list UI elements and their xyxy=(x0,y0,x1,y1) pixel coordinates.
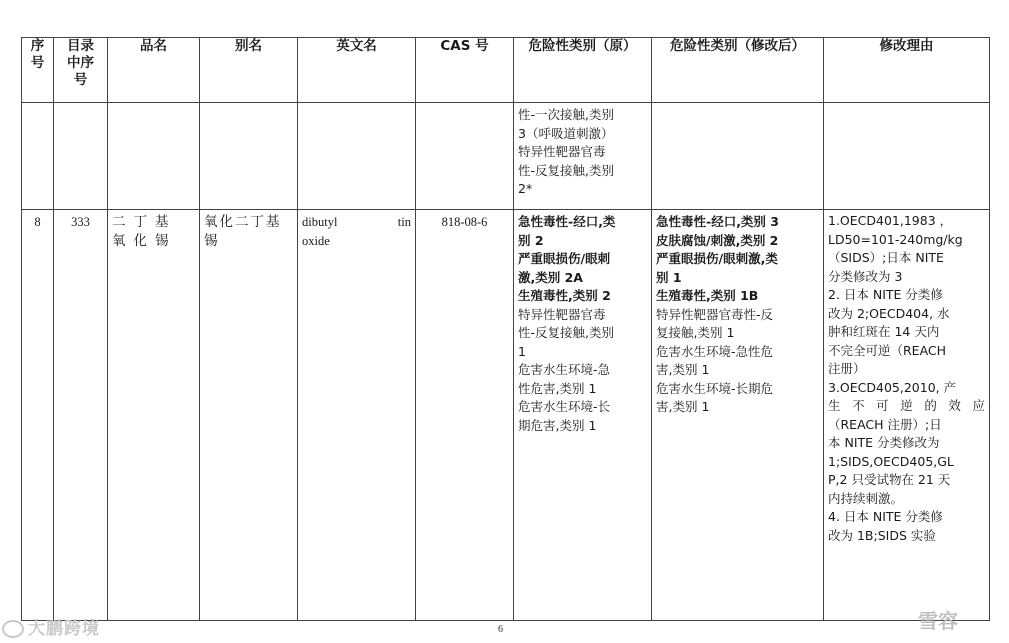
cell-empty xyxy=(416,103,514,210)
reason-line: 2. 日本 NITE 分类修 xyxy=(828,287,943,302)
header-reason: 修改理由 xyxy=(824,38,990,103)
reason-line: 4. 日本 NITE 分类修 xyxy=(828,509,943,524)
reason-line: 内持续刺激。 xyxy=(828,490,904,506)
header-alias: 别名 xyxy=(200,38,298,103)
table-row xyxy=(22,210,990,621)
reason-line: LD50=101-240mg/kg xyxy=(828,231,963,247)
watermark-left-text: 大鹏跨境 xyxy=(28,619,100,639)
hazard-line: 性-一次接触,类别 xyxy=(518,107,614,122)
cell-reason xyxy=(824,210,990,621)
hazard-line: 皮肤腐蚀/刺激,类别 2 xyxy=(656,232,779,248)
header-seq: 序 号 xyxy=(22,38,54,103)
hazard-line: 性-反复接触,类别 xyxy=(518,162,614,178)
hazard-line: 性危害,类别 1 xyxy=(518,380,597,396)
reason-line: 3.OECD405,2010, 产 xyxy=(828,379,957,395)
cell-seq: 8 xyxy=(22,210,54,621)
english-word: tin xyxy=(397,215,411,229)
header-english-name: 英文名 xyxy=(298,38,416,103)
reason-line: 改为 2;OECD404, 水 xyxy=(828,305,950,321)
hazard-line: 害,类别 1 xyxy=(656,399,710,414)
hazard-line: 急性毒性-经口,类别 3 xyxy=(656,214,779,229)
wechat-logo-icon xyxy=(2,620,24,638)
hazard-line: 特异性靶器官毒性-反 xyxy=(656,306,774,322)
reason-line: 本 NITE 分类修改为 xyxy=(828,435,940,450)
cell-hazard-revised xyxy=(652,210,824,621)
watermark-left xyxy=(2,614,100,639)
hazard-line: 严重眼损伤/眼刺激,类 xyxy=(656,251,778,266)
cell-cas: 818-08-6 xyxy=(416,210,514,621)
hazard-line: 害,类别 1 xyxy=(656,362,710,377)
reason-line: 分类修改为 3 xyxy=(828,268,903,284)
hazard-line: 激,类别 2A xyxy=(518,269,583,285)
header-hazard-revised: 危险性类别（修改后） xyxy=(652,38,824,103)
cell-empty xyxy=(54,103,108,210)
table-row-continuation xyxy=(22,103,990,210)
english-word: dibutyl xyxy=(302,215,338,229)
header-product-name: 品名 xyxy=(108,38,200,103)
cell-hazard-original-cont xyxy=(514,103,652,210)
hazard-line: 特异性靶器官毒 xyxy=(518,306,606,322)
reason-line: 1.OECD401,1983 ， xyxy=(828,213,953,228)
header-cas: CAS 号 xyxy=(416,38,514,103)
english-word: oxide xyxy=(302,233,330,248)
reason-line: （REACH 注册）;日 xyxy=(828,416,942,432)
reason-line: （SIDS）;日本 NITE xyxy=(828,250,944,265)
cell-empty xyxy=(108,103,200,210)
hazard-line: 1 xyxy=(518,343,526,359)
reason-line: 注册） xyxy=(828,361,866,376)
hazard-line: 生殖毒性,类别 1B xyxy=(656,288,759,303)
hazard-line: 特异性靶器官毒 xyxy=(518,144,606,159)
cell-hazard-original xyxy=(514,210,652,621)
header-hazard-original: 危险性类别（原） xyxy=(514,38,652,103)
reason-line: 生不可逆的效应 xyxy=(828,398,985,413)
hazard-line: 2* xyxy=(518,181,533,196)
cell-catalog-seq: 333 xyxy=(54,210,108,621)
cell-empty xyxy=(652,103,824,210)
hazard-line: 期危害,类别 1 xyxy=(518,417,597,433)
reason-line: 肿和红斑在 14 天内 xyxy=(828,324,940,339)
hazard-line: 性-反复接触,类别 xyxy=(518,325,614,340)
cell-empty xyxy=(298,103,416,210)
header-row xyxy=(22,38,990,103)
cell-english-name xyxy=(298,210,416,621)
hazard-line: 危害水生环境-长期危 xyxy=(656,380,774,396)
reason-line: 不完全可逆（REACH xyxy=(828,342,947,358)
hazard-line: 危害水生环境-长 xyxy=(518,399,611,414)
hazard-line: 3（呼吸道刺激） xyxy=(518,125,614,141)
hazard-line: 危害水生环境-急 xyxy=(518,362,611,377)
hazard-line: 急性毒性-经口,类 xyxy=(518,214,616,229)
chemical-hazard-table xyxy=(21,37,990,621)
hazard-line: 别 1 xyxy=(656,269,682,285)
hazard-line: 复接触,类别 1 xyxy=(656,325,735,340)
page-number: 6 xyxy=(498,624,503,635)
hazard-line: 别 2 xyxy=(518,232,544,248)
reason-line: P,2 只受试物在 21 天 xyxy=(828,472,951,487)
hazard-line: 危害水生环境-急性危 xyxy=(656,343,774,359)
cell-alias: 氧化二丁基锡 xyxy=(200,210,298,621)
cell-empty xyxy=(200,103,298,210)
hazard-line: 生殖毒性,类别 2 xyxy=(518,288,611,303)
watermark-right: 雪容 xyxy=(918,609,958,633)
hazard-line: 严重眼损伤/眼刺 xyxy=(518,251,611,266)
reason-line: 改为 1B;SIDS 实验 xyxy=(828,527,936,543)
header-catalog-seq: 目录 中序 号 xyxy=(54,38,108,103)
cell-product-name: 二丁基氧化锡 xyxy=(108,210,200,621)
cell-empty xyxy=(824,103,990,210)
cell-empty xyxy=(22,103,54,210)
reason-line: 1;SIDS,OECD405,GL xyxy=(828,453,954,469)
